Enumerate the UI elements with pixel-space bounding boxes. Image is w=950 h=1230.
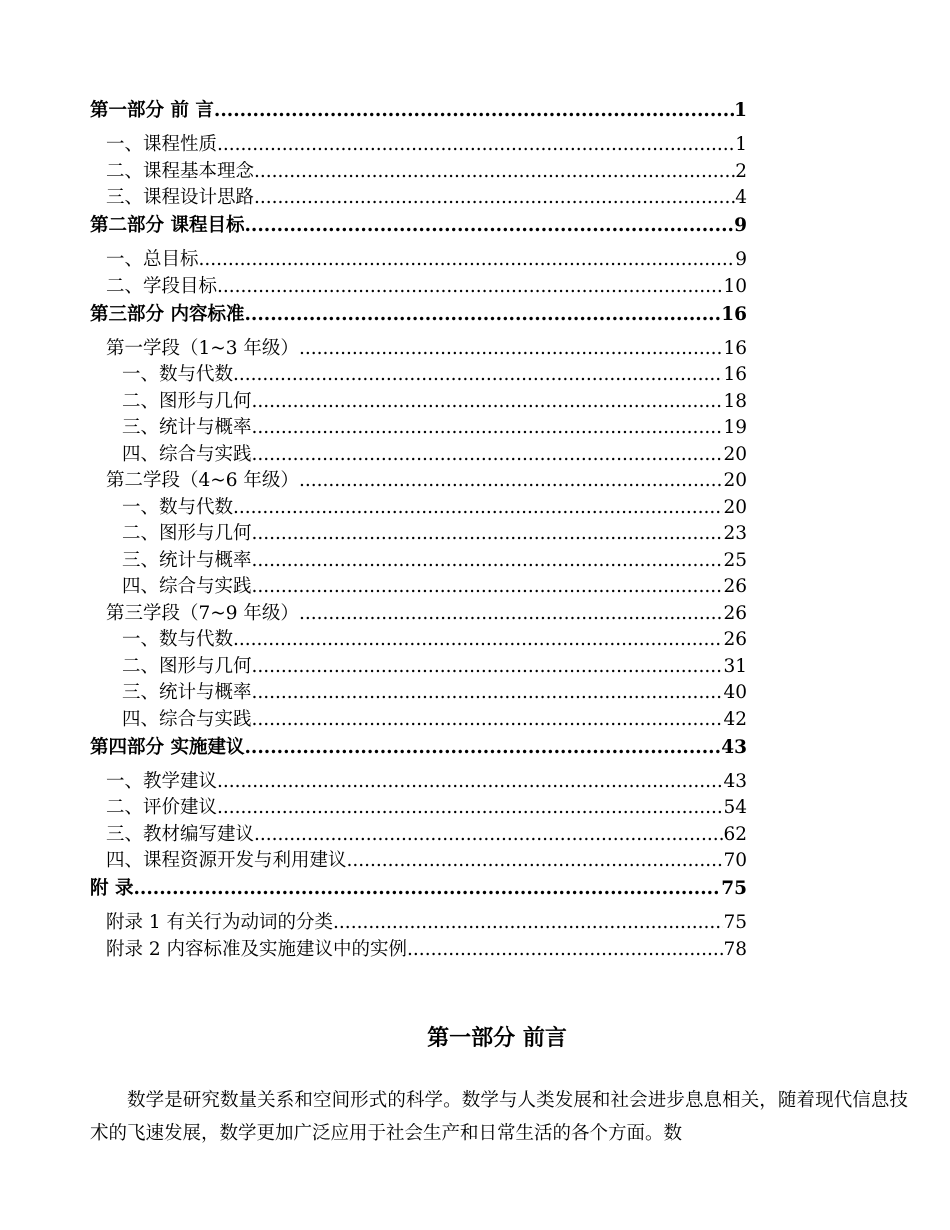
toc-entry[interactable] (90, 274, 747, 301)
toc-entry-label: 一、总目标 (106, 249, 199, 270)
toc-entry-label: 三、统计与概率 (122, 549, 252, 571)
body-paragraph: 数学是研究数量关系和空间形式的科学。数学与人类发展和社会进步息息相关，随着现代信息技术的飞速发展，数学更加广泛应用于社会生产和日常生活的各个方面。数 (90, 1090, 908, 1144)
toc-entry-page-number: 23 (723, 523, 747, 544)
toc-entry-label: 一、数与代数 (122, 496, 234, 518)
toc-entry[interactable] (90, 336, 747, 363)
toc-entry[interactable] (90, 98, 747, 125)
toc-entry-label: 第一学段（1~3 年级） (106, 337, 299, 359)
toc-entry[interactable] (90, 302, 747, 329)
toc-entry-page-number: 40 (723, 682, 747, 703)
toc-entry-page-number: 16 (723, 364, 747, 385)
toc-entry[interactable] (90, 735, 747, 762)
toc-entry-label: 四、综合与实践 (122, 708, 252, 730)
table-of-contents (90, 98, 747, 963)
toc-entry-label: 一、教学建议 (106, 770, 218, 792)
toc-entry-label: 二、学段目标 (106, 275, 218, 297)
toc-dot-leader (217, 274, 723, 301)
toc-dot-leader (252, 389, 724, 416)
toc-entry-page-number: 75 (721, 878, 747, 899)
toc-entry-label: 二、图形与几何 (122, 523, 252, 544)
toc-entry[interactable] (90, 848, 747, 875)
toc-entry[interactable] (90, 213, 747, 240)
toc-dot-leader (217, 132, 735, 159)
toc-entry-label: 二、评价建议 (106, 797, 218, 818)
toc-entry[interactable] (90, 876, 747, 903)
toc-entry-page-number: 9 (734, 215, 747, 236)
toc-entry-label: 四、综合与实践 (122, 576, 252, 597)
toc-dot-leader (299, 601, 724, 628)
toc-entry-label: 四、课程资源开发与利用建议 (106, 850, 347, 871)
toc-dot-leader (252, 680, 724, 707)
toc-entry-page-number: 70 (723, 850, 747, 871)
toc-dot-leader (252, 521, 724, 548)
toc-dot-leader (254, 159, 735, 186)
toc-dot-leader (252, 442, 724, 469)
toc-entry-page-number: 62 (723, 823, 747, 845)
toc-entry-page-number: 26 (723, 629, 747, 650)
toc-dot-leader (299, 468, 724, 495)
toc-entry[interactable] (90, 548, 747, 575)
toc-entry[interactable] (90, 159, 747, 186)
toc-entry[interactable] (90, 574, 747, 601)
toc-entry[interactable] (90, 521, 747, 548)
toc-entry-label: 第二学段（4~6 年级） (106, 470, 299, 491)
toc-entry-label: 三、统计与概率 (122, 417, 252, 438)
toc-entry-label: 二、图形与几何 (122, 390, 252, 412)
toc-entry-label: 附录 1 有关行为动词的分类 (106, 912, 334, 933)
toc-entry[interactable] (90, 132, 747, 159)
toc-entry[interactable] (90, 601, 747, 628)
toc-dot-leader (252, 415, 724, 442)
toc-dot-leader (252, 574, 724, 601)
toc-dot-leader (347, 848, 724, 875)
toc-entry[interactable] (90, 937, 747, 964)
toc-entry-page-number: 16 (721, 303, 747, 325)
toc-entry-page-number: 42 (723, 708, 747, 730)
toc-entry[interactable] (90, 495, 747, 522)
toc-entry-page-number: 20 (723, 496, 747, 518)
toc-entry[interactable] (90, 389, 747, 416)
toc-entry-label: 附 录 (90, 878, 134, 899)
toc-entry[interactable] (90, 442, 747, 469)
toc-entry[interactable] (90, 627, 747, 654)
toc-dot-leader (217, 795, 723, 822)
toc-entry-label: 第四部分 实施建议 (90, 736, 245, 758)
toc-entry-label: 第二部分 课程目标 (90, 215, 245, 236)
toc-entry-page-number: 20 (723, 470, 747, 491)
toc-entry-page-number: 26 (723, 602, 747, 624)
toc-entry-label: 一、数与代数 (122, 629, 234, 650)
toc-dot-leader (299, 336, 724, 363)
toc-entry[interactable] (90, 795, 747, 822)
toc-entry-page-number: 4 (735, 187, 747, 208)
toc-entry[interactable] (90, 769, 747, 796)
toc-dot-leader (407, 937, 723, 964)
toc-entry-page-number: 18 (723, 390, 747, 412)
toc-entry-page-number: 2 (735, 160, 747, 182)
toc-dot-leader (254, 185, 735, 212)
toc-dot-leader (244, 302, 721, 329)
toc-entry[interactable] (90, 822, 747, 849)
toc-dot-leader (233, 495, 723, 522)
toc-dot-leader (252, 654, 724, 681)
toc-dot-leader (254, 822, 723, 849)
section-heading: 第一部分 前言 (427, 1025, 567, 1051)
toc-entry-page-number: 25 (723, 549, 747, 571)
toc-entry-label: 三、课程设计思路 (106, 187, 255, 208)
toc-entry[interactable] (90, 247, 747, 274)
toc-entry-page-number: 1 (735, 134, 747, 155)
toc-entry-label: 第三部分 内容标准 (90, 303, 245, 325)
toc-entry-page-number: 1 (734, 100, 747, 121)
toc-entry-page-number: 16 (723, 337, 747, 359)
body-text (90, 1084, 908, 1150)
toc-entry-page-number: 26 (723, 576, 747, 597)
toc-entry[interactable] (90, 910, 747, 937)
toc-dot-leader (233, 627, 723, 654)
toc-dot-leader (333, 910, 723, 937)
toc-entry[interactable] (90, 654, 747, 681)
toc-dot-leader (133, 876, 721, 903)
toc-entry-page-number: 43 (721, 736, 747, 758)
toc-dot-leader (199, 247, 736, 274)
toc-entry[interactable] (90, 362, 747, 389)
toc-entry[interactable] (90, 415, 747, 442)
toc-entry-label: 一、课程性质 (106, 134, 218, 155)
toc-entry-label: 第一部分 前 言 (90, 100, 214, 121)
toc-entry-page-number: 75 (723, 912, 747, 933)
toc-dot-leader (252, 707, 724, 734)
toc-entry-label: 二、课程基本理念 (106, 160, 255, 182)
toc-entry-label: 第三学段（7~9 年级） (106, 602, 299, 624)
toc-dot-leader (244, 735, 721, 762)
toc-entry-page-number: 19 (723, 417, 747, 438)
toc-entry-label: 四、综合与实践 (122, 443, 252, 465)
toc-dot-leader (214, 98, 734, 125)
toc-entry-label: 三、统计与概率 (122, 682, 252, 703)
toc-entry[interactable] (90, 468, 747, 495)
toc-entry-label: 三、教材编写建议 (106, 823, 255, 845)
toc-entry-page-number: 20 (723, 443, 747, 465)
toc-entry-page-number: 43 (723, 770, 747, 792)
toc-dot-leader (252, 548, 724, 575)
toc-entry[interactable] (90, 185, 747, 212)
toc-entry[interactable] (90, 680, 747, 707)
toc-entry-page-number: 78 (723, 938, 747, 960)
toc-entry-page-number: 10 (723, 275, 747, 297)
toc-entry[interactable] (90, 707, 747, 734)
toc-entry-page-number: 9 (735, 249, 747, 270)
toc-entry-page-number: 54 (723, 797, 747, 818)
toc-entry-label: 附录 2 内容标准及实施建议中的实例 (106, 938, 408, 960)
toc-dot-leader (233, 362, 723, 389)
toc-entry-page-number: 31 (723, 655, 747, 677)
toc-entry-label: 二、图形与几何 (122, 655, 252, 677)
toc-entry-label: 一、数与代数 (122, 364, 234, 385)
toc-dot-leader (217, 769, 723, 796)
toc-dot-leader (244, 213, 734, 240)
